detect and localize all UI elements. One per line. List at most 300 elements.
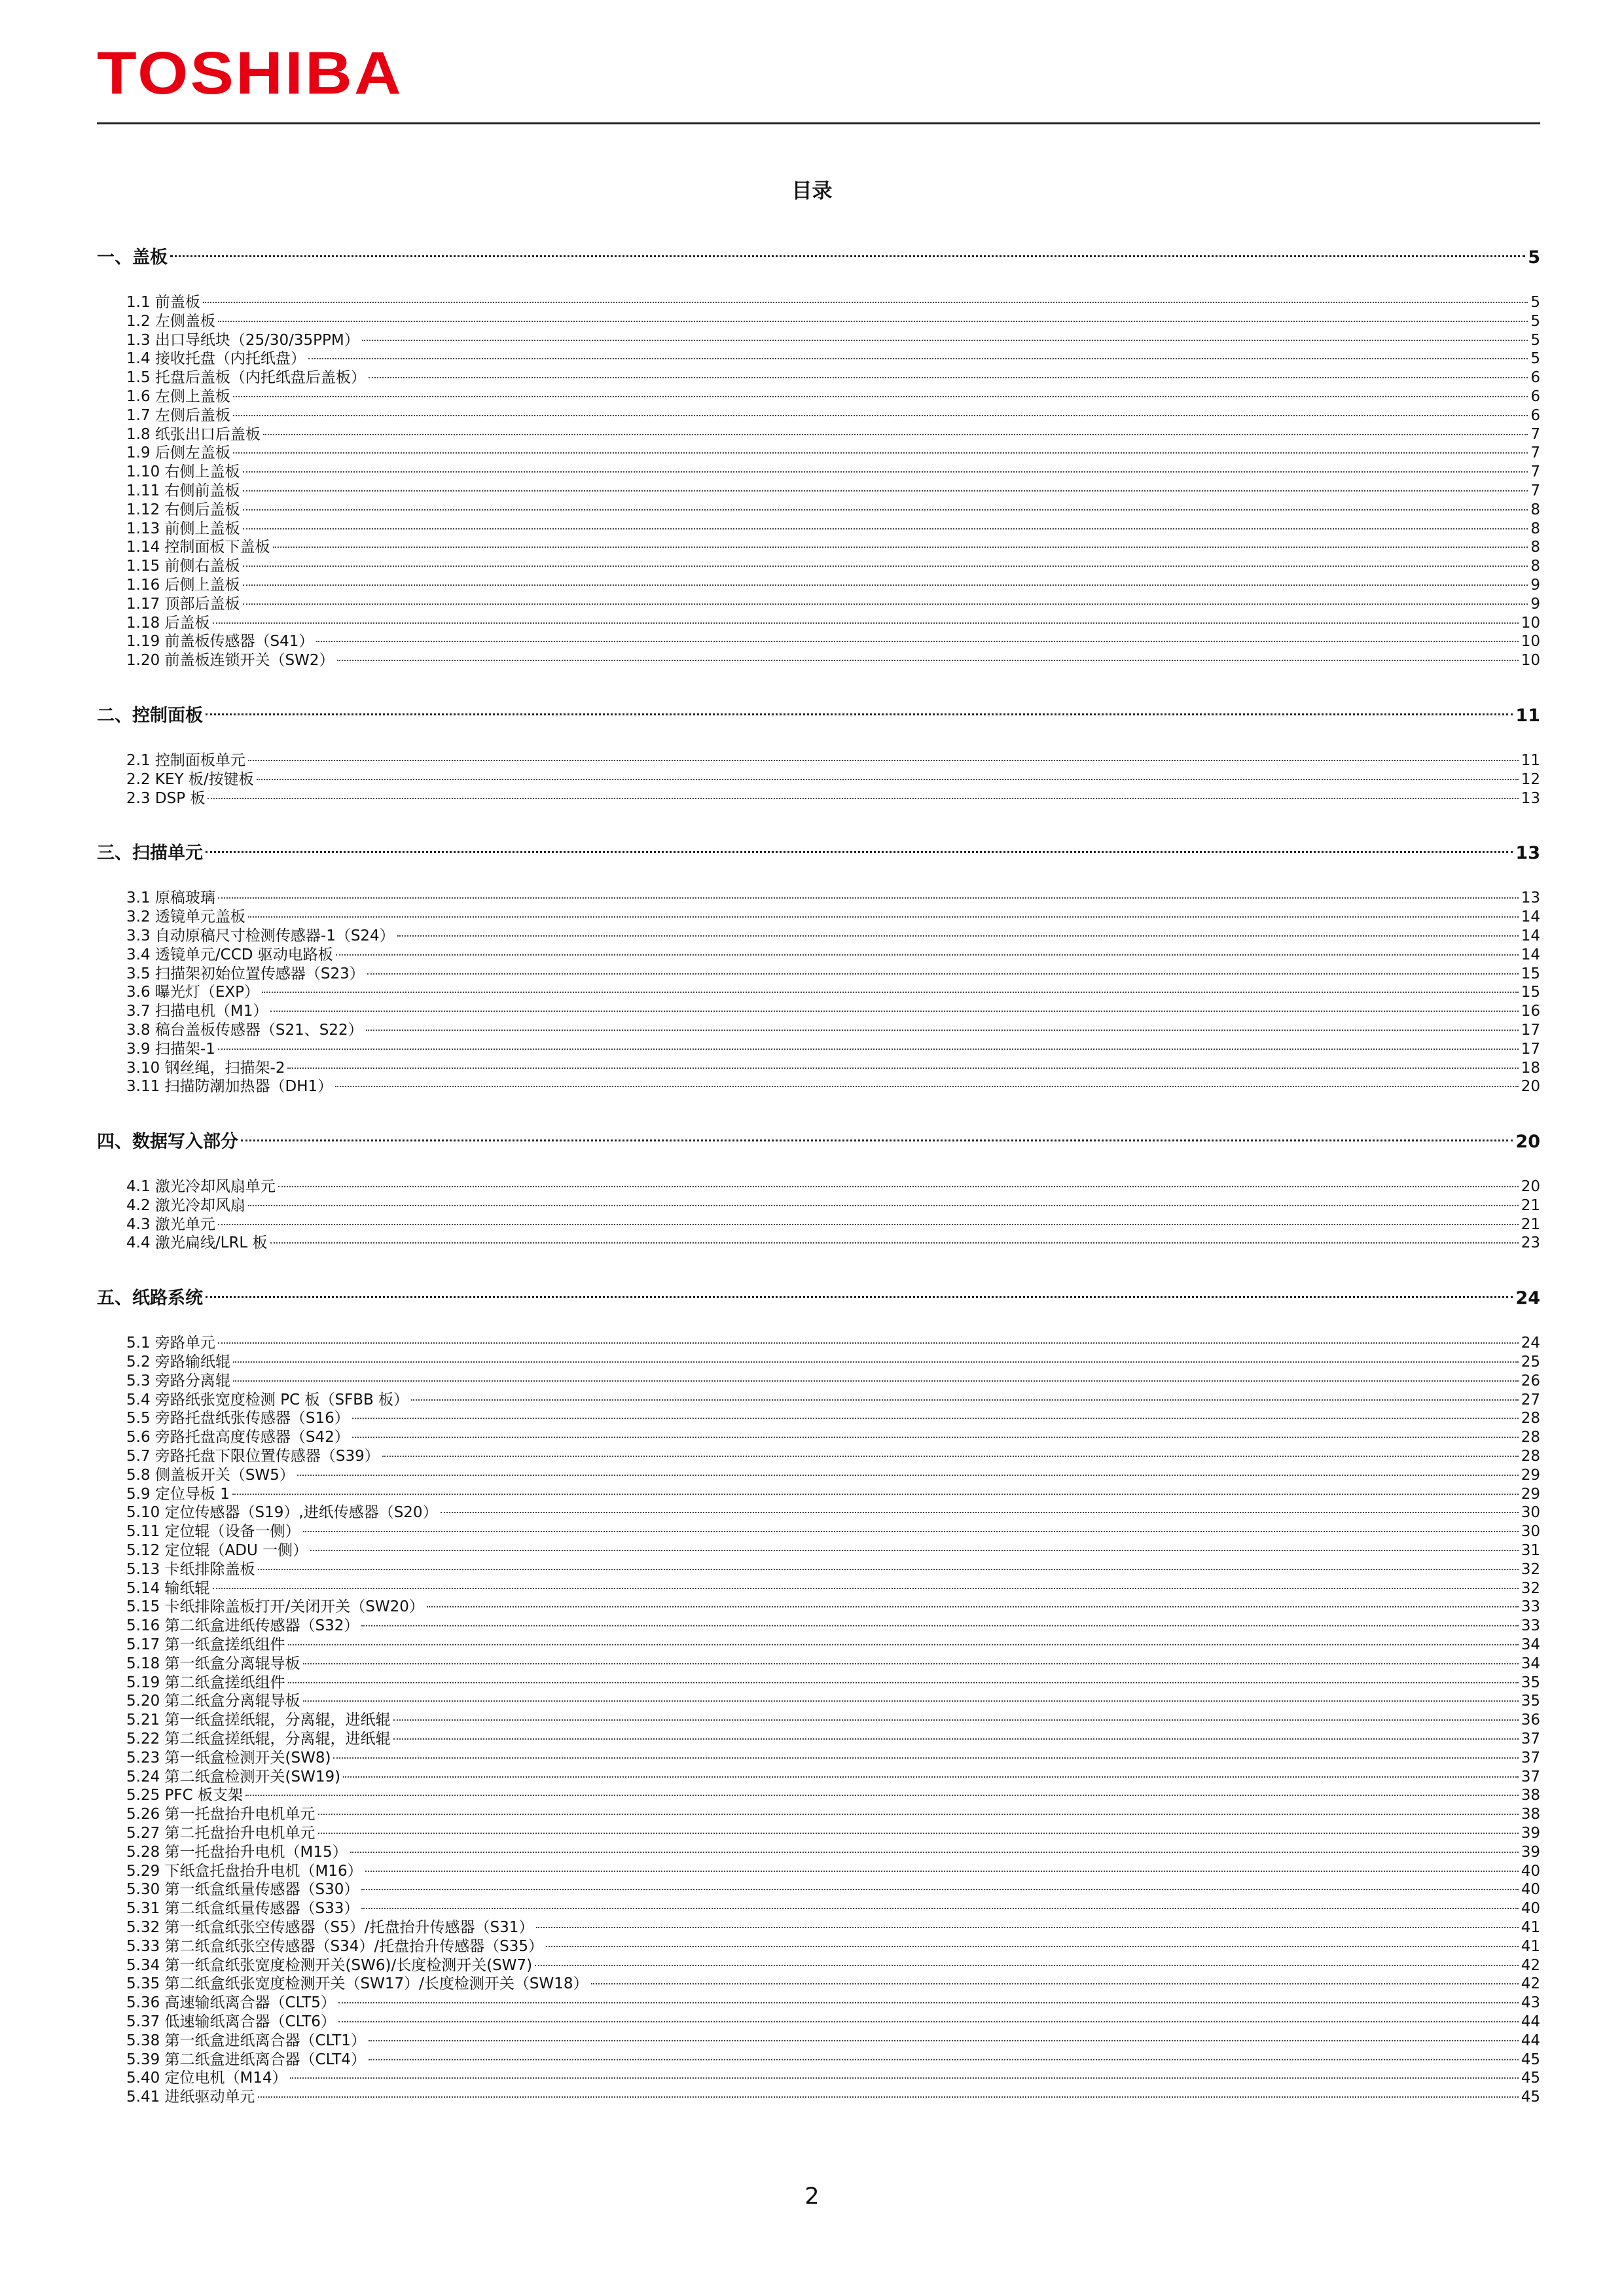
toc-item-page: 8 bbox=[1530, 520, 1540, 537]
toc-item[interactable] bbox=[126, 1196, 1540, 1215]
dot-leader bbox=[441, 1512, 1519, 1513]
dot-leader bbox=[273, 547, 1528, 548]
toc-item[interactable] bbox=[126, 1428, 1540, 1447]
toc-item[interactable] bbox=[126, 1843, 1540, 1862]
dot-leader bbox=[233, 1361, 1519, 1363]
toc-item[interactable] bbox=[126, 1466, 1540, 1485]
toc-item[interactable] bbox=[126, 1334, 1540, 1353]
toc-item[interactable] bbox=[126, 1353, 1540, 1372]
toc-item-page: 34 bbox=[1521, 1655, 1540, 1672]
toc-item[interactable] bbox=[126, 1391, 1540, 1410]
toc-item[interactable] bbox=[126, 1372, 1540, 1391]
dot-leader bbox=[258, 2096, 1519, 2098]
toc-item[interactable] bbox=[126, 2013, 1540, 2032]
dot-leader bbox=[248, 916, 1519, 918]
dot-leader bbox=[336, 954, 1519, 956]
toc-item-page: 8 bbox=[1530, 539, 1540, 556]
toc-item-list bbox=[97, 751, 1540, 808]
toc-item-title: 5.28 第一托盘抬升电机（M15） bbox=[126, 1843, 348, 1861]
toc-item-title: 5.25 PFC 板支架 bbox=[126, 1787, 243, 1804]
toc-section-page: 24 bbox=[1515, 1288, 1540, 1309]
toc-section bbox=[97, 838, 1540, 1126]
toc-item-page: 42 bbox=[1521, 1956, 1540, 1974]
toc-item-title: 5.14 输纸辊 bbox=[126, 1579, 210, 1597]
toc-section-title: 一、盖板 bbox=[97, 247, 168, 268]
toc-section-page: 20 bbox=[1515, 1132, 1540, 1153]
toc-item-title: 5.18 第一纸盒分离辊导板 bbox=[126, 1655, 300, 1672]
toc-item-title: 1.15 前侧右盖板 bbox=[126, 558, 240, 575]
toc-item-page: 14 bbox=[1521, 908, 1540, 926]
toc-item-page: 24 bbox=[1521, 1335, 1540, 1352]
dot-leader bbox=[318, 1814, 1519, 1815]
dot-leader bbox=[262, 992, 1519, 993]
toc-item-page: 6 bbox=[1530, 369, 1540, 387]
toc-item[interactable] bbox=[126, 1692, 1540, 1711]
toc-item-page: 18 bbox=[1521, 1059, 1540, 1077]
header-rule bbox=[97, 122, 1540, 124]
toc-item[interactable] bbox=[126, 595, 1540, 614]
toc-item[interactable] bbox=[126, 2032, 1540, 2051]
dot-leader bbox=[218, 1049, 1519, 1050]
dot-leader bbox=[233, 1380, 1519, 1382]
toshiba-logo: TOSHIBA bbox=[97, 40, 404, 107]
dot-leader bbox=[303, 1531, 1519, 1532]
toc-item-title: 5.26 第一托盘抬升电机单元 bbox=[126, 1806, 316, 1823]
toc-item-page: 39 bbox=[1521, 1825, 1540, 1842]
toc-item-page: 29 bbox=[1521, 1466, 1540, 1484]
toc-item[interactable] bbox=[126, 1215, 1540, 1234]
toc-item[interactable] bbox=[126, 1002, 1540, 1021]
dot-leader bbox=[206, 713, 1513, 715]
toc-item-title: 3.7 扫描电机（M1） bbox=[126, 1003, 268, 1020]
toc-item[interactable] bbox=[126, 965, 1540, 984]
toc-item-title: 5.40 定位电机（M14） bbox=[126, 2070, 287, 2087]
toc-item[interactable] bbox=[126, 312, 1540, 331]
toc-item-title: 5.32 第一纸盒纸张空传感器（S5）/托盘抬升传感器（S31） bbox=[126, 1918, 534, 1936]
toc-item-title: 1.1 前盖板 bbox=[126, 294, 200, 311]
toc-item[interactable] bbox=[126, 406, 1540, 425]
toc-item[interactable] bbox=[126, 557, 1540, 576]
toc-item[interactable] bbox=[126, 1805, 1540, 1824]
toc-item-title: 5.17 第一纸盒搓纸组件 bbox=[126, 1636, 285, 1654]
toc-item-title: 3.9 扫描架-1 bbox=[126, 1040, 215, 1058]
toc-section-heading[interactable] bbox=[97, 838, 1540, 869]
toc-item-page: 25 bbox=[1521, 1354, 1540, 1371]
toc-item[interactable] bbox=[126, 1730, 1540, 1749]
toc-item-title: 1.11 右侧前盖板 bbox=[126, 482, 240, 499]
dot-leader bbox=[366, 1030, 1519, 1031]
toc-item-page: 41 bbox=[1521, 1918, 1540, 1936]
toc-item[interactable] bbox=[126, 927, 1540, 946]
toc-item[interactable] bbox=[126, 2088, 1540, 2107]
dot-leader bbox=[208, 798, 1518, 799]
toc-item-title: 3.3 自动原稿尺寸检测传感器-1（S24） bbox=[126, 927, 395, 944]
dot-leader bbox=[218, 897, 1519, 899]
toc-item-page: 20 bbox=[1521, 1178, 1540, 1196]
toc-item-page: 40 bbox=[1521, 1881, 1540, 1899]
toc-item-page: 13 bbox=[1521, 889, 1540, 907]
toc-item-page: 28 bbox=[1521, 1448, 1540, 1465]
dot-leader bbox=[245, 1795, 1519, 1796]
dot-leader bbox=[170, 255, 1525, 257]
dot-leader bbox=[411, 1399, 1519, 1401]
toc-item-page: 9 bbox=[1530, 576, 1540, 594]
toc-item[interactable] bbox=[126, 2069, 1540, 2088]
dot-leader bbox=[288, 1682, 1519, 1683]
toc-item-title: 5.41 进纸驱动单元 bbox=[126, 2089, 255, 2106]
toc-item-title: 5.16 第二纸盒进纸传感器（S32） bbox=[126, 1617, 359, 1635]
toc-item-title: 4.2 激光冷却风扇 bbox=[126, 1196, 245, 1214]
dot-leader bbox=[335, 1086, 1519, 1087]
toc-section-heading[interactable] bbox=[97, 1126, 1540, 1158]
dot-leader bbox=[243, 471, 1528, 473]
dot-leader bbox=[361, 1889, 1518, 1890]
toc-item[interactable] bbox=[126, 1177, 1540, 1196]
toc-item-title: 3.2 透镜单元盖板 bbox=[126, 908, 245, 926]
toc-item[interactable] bbox=[126, 1059, 1540, 1078]
toc-item[interactable] bbox=[126, 1522, 1540, 1541]
toc-item-page: 10 bbox=[1521, 633, 1540, 651]
dot-leader bbox=[352, 1437, 1519, 1438]
toc-item[interactable] bbox=[126, 576, 1540, 595]
toc-section-page: 13 bbox=[1515, 843, 1540, 864]
toc-item[interactable] bbox=[126, 2051, 1540, 2070]
toc-item-title: 1.9 后侧左盖板 bbox=[126, 444, 230, 462]
toc-item-page: 33 bbox=[1521, 1617, 1540, 1635]
toc-item-title: 5.22 第二纸盒搓纸辊，分离辊，进纸辊 bbox=[126, 1731, 391, 1748]
dot-leader bbox=[303, 1700, 1519, 1702]
toc-item[interactable] bbox=[126, 1711, 1540, 1730]
toc-item-title: 5.33 第二纸盒纸张空传感器（S34）/托盘抬升传感器（S35） bbox=[126, 1937, 544, 1955]
toc-item-page: 30 bbox=[1521, 1504, 1540, 1522]
toc-item[interactable] bbox=[126, 1786, 1540, 1805]
toc-item[interactable] bbox=[126, 1768, 1540, 1787]
dot-leader bbox=[427, 1606, 1519, 1607]
toc-item[interactable] bbox=[126, 1409, 1540, 1428]
toc-item-page: 6 bbox=[1530, 387, 1540, 405]
toc-section bbox=[97, 700, 1540, 838]
toc-section-heading[interactable] bbox=[97, 242, 1540, 274]
dot-leader bbox=[535, 1965, 1519, 1966]
dot-leader bbox=[270, 1011, 1518, 1012]
toc-item-title: 1.10 右侧上盖板 bbox=[126, 463, 240, 481]
toc-item-page: 40 bbox=[1521, 1900, 1540, 1918]
dot-leader bbox=[263, 434, 1528, 435]
toc-section-title: 二、控制面板 bbox=[97, 705, 203, 726]
toc-item[interactable] bbox=[126, 632, 1540, 651]
toc-item-page: 45 bbox=[1521, 2051, 1540, 2068]
toc-item[interactable] bbox=[126, 1485, 1540, 1504]
toc-item-page: 10 bbox=[1521, 614, 1540, 632]
toc-item-title: 2.3 DSP 板 bbox=[126, 789, 206, 807]
dot-leader bbox=[241, 1139, 1513, 1141]
toc-item-title: 5.3 旁路分离辊 bbox=[126, 1372, 230, 1390]
dot-leader bbox=[397, 935, 1519, 937]
toc-item[interactable] bbox=[126, 463, 1540, 482]
dot-leader bbox=[243, 565, 1528, 567]
toc-item-title: 1.6 左侧上盖板 bbox=[126, 387, 230, 405]
dot-leader bbox=[362, 340, 1528, 341]
toc-item[interactable] bbox=[126, 1918, 1540, 1937]
toc-item-title: 3.11 扫描防潮加热器（DH1） bbox=[126, 1078, 333, 1096]
toc-item[interactable] bbox=[126, 1880, 1540, 1899]
toc-item[interactable] bbox=[126, 520, 1540, 539]
toc-item-title: 1.8 纸张出口后盖板 bbox=[126, 425, 261, 443]
toc-item-page: 14 bbox=[1521, 927, 1540, 944]
toc-item[interactable] bbox=[126, 1541, 1540, 1560]
toc-item-page: 36 bbox=[1521, 1712, 1540, 1729]
toc-item-page: 39 bbox=[1521, 1843, 1540, 1861]
toc-item-title: 1.19 前盖板传感器（S41） bbox=[126, 633, 314, 651]
toc-item-title: 3.4 透镜单元/CCD 驱动电路板 bbox=[126, 946, 333, 963]
toc-item[interactable] bbox=[126, 482, 1540, 501]
toc-item-title: 3.8 稿台盖板传感器（S21、S22） bbox=[126, 1021, 363, 1039]
toc-item-page: 5 bbox=[1530, 331, 1540, 349]
dot-leader bbox=[206, 1296, 1513, 1298]
toc-item-title: 4.4 激光扁线/LRL 板 bbox=[126, 1234, 268, 1252]
dot-leader bbox=[338, 2021, 1519, 2022]
toc-item[interactable] bbox=[126, 1021, 1540, 1040]
toc-item[interactable] bbox=[126, 350, 1540, 368]
dot-leader bbox=[318, 1833, 1519, 1834]
toc-item-page: 41 bbox=[1521, 1937, 1540, 1955]
toc-section-title: 五、纸路系统 bbox=[97, 1288, 203, 1309]
toc-item[interactable] bbox=[126, 651, 1540, 670]
toc-item-page: 5 bbox=[1530, 350, 1540, 368]
toc-item-title: 1.2 左侧盖板 bbox=[126, 312, 215, 330]
toc-item[interactable] bbox=[126, 751, 1540, 770]
toc-item-page: 31 bbox=[1521, 1542, 1540, 1560]
toc-item-page: 20 bbox=[1521, 1078, 1540, 1096]
toc-item-title: 5.4 旁路纸张宽度检测 PC 板（SFBB 板） bbox=[126, 1391, 409, 1408]
toc-item-page: 37 bbox=[1521, 1731, 1540, 1748]
toc-item-page: 38 bbox=[1521, 1787, 1540, 1804]
dot-leader bbox=[316, 641, 1518, 642]
toc-item[interactable] bbox=[126, 1077, 1540, 1096]
toc-item-title: 1.20 前盖板连锁开关（SW2） bbox=[126, 652, 334, 670]
toc-item[interactable] bbox=[126, 789, 1540, 808]
toc-item-page: 8 bbox=[1530, 501, 1540, 518]
toc-item-page: 35 bbox=[1521, 1693, 1540, 1710]
table-of-contents bbox=[97, 242, 1540, 2137]
toc-item[interactable] bbox=[126, 538, 1540, 557]
toc-item-page: 21 bbox=[1521, 1196, 1540, 1214]
toc-item[interactable] bbox=[126, 1862, 1540, 1881]
toc-item[interactable] bbox=[126, 614, 1540, 633]
toc-item-title: 1.14 控制面板下盖板 bbox=[126, 539, 270, 556]
toc-item-title: 5.7 旁路托盘下限位置传感器（S39） bbox=[126, 1448, 380, 1465]
dot-leader bbox=[243, 584, 1528, 586]
toc-item-title: 5.34 第一纸盒纸张宽度检测开关(SW6)/长度检测开关(SW7) bbox=[126, 1956, 533, 1974]
toc-item-title: 5.27 第二托盘抬升电机单元 bbox=[126, 1825, 316, 1842]
toc-item[interactable] bbox=[126, 770, 1540, 789]
toc-item-list bbox=[97, 1334, 1540, 2107]
toc-item-title: 2.2 KEY 板/按键板 bbox=[126, 770, 254, 788]
toc-item[interactable] bbox=[126, 444, 1540, 463]
toc-item-page: 38 bbox=[1521, 1806, 1540, 1823]
toc-item[interactable] bbox=[126, 368, 1540, 387]
dot-leader bbox=[218, 1224, 1519, 1225]
toc-item-title: 1.18 后盖板 bbox=[126, 614, 210, 632]
toc-item-title: 5.29 下纸盒托盘抬升电机（M16） bbox=[126, 1862, 363, 1880]
toc-item[interactable] bbox=[126, 331, 1540, 350]
toc-item-title: 5.9 定位导板 1 bbox=[126, 1485, 230, 1503]
dot-leader bbox=[233, 396, 1528, 397]
toc-item-title: 4.3 激光单元 bbox=[126, 1215, 215, 1233]
toc-item[interactable] bbox=[126, 1674, 1540, 1693]
toc-item-page: 6 bbox=[1530, 406, 1540, 424]
dot-leader bbox=[218, 1342, 1519, 1344]
toc-item[interactable] bbox=[126, 387, 1540, 406]
page-title: 目录 bbox=[791, 179, 833, 203]
toc-item[interactable] bbox=[126, 1937, 1540, 1956]
toc-section-page: 11 bbox=[1515, 705, 1540, 726]
dot-leader bbox=[218, 321, 1528, 322]
toc-item[interactable] bbox=[126, 1560, 1540, 1579]
toc-item-title: 3.5 扫描架初始位置传感器（S23） bbox=[126, 965, 365, 982]
dot-leader bbox=[288, 1644, 1519, 1645]
dot-leader bbox=[258, 1569, 1519, 1570]
toc-item-page: 7 bbox=[1530, 444, 1540, 462]
dot-leader bbox=[233, 452, 1528, 454]
dot-leader bbox=[393, 1719, 1519, 1721]
dot-leader bbox=[350, 1852, 1519, 1853]
toc-item[interactable] bbox=[126, 1655, 1540, 1674]
toc-item[interactable] bbox=[126, 1234, 1540, 1253]
toc-section bbox=[97, 1283, 1540, 2137]
toc-item-page: 44 bbox=[1521, 2032, 1540, 2049]
toc-item-title: 5.21 第一纸盒搓纸辊，分离辊，进纸辊 bbox=[126, 1712, 391, 1729]
toc-item-page: 14 bbox=[1521, 946, 1540, 963]
dot-leader bbox=[365, 1871, 1519, 1872]
dot-leader bbox=[278, 1186, 1519, 1187]
toc-item-title: 5.35 第二纸盒纸张宽度检测开关（SW17）/长度检测开关（SW18） bbox=[126, 1975, 588, 1993]
dot-leader bbox=[290, 2077, 1519, 2079]
toc-item-title: 3.10 钢丝绳，扫描架-2 bbox=[126, 1059, 285, 1077]
dot-leader bbox=[206, 851, 1513, 853]
toc-item[interactable] bbox=[126, 1824, 1540, 1843]
toc-item-page: 15 bbox=[1521, 965, 1540, 982]
toc-item[interactable] bbox=[126, 946, 1540, 965]
toc-item[interactable] bbox=[126, 1975, 1540, 1994]
dot-leader bbox=[367, 973, 1519, 975]
toc-item-page: 29 bbox=[1521, 1485, 1540, 1503]
toc-item-page: 44 bbox=[1521, 2013, 1540, 2030]
toc-item-page: 21 bbox=[1521, 1215, 1540, 1233]
toc-item-title: 1.7 左侧后盖板 bbox=[126, 406, 230, 424]
dot-leader bbox=[343, 1776, 1519, 1778]
dot-leader bbox=[270, 1242, 1519, 1244]
dot-leader bbox=[213, 1588, 1519, 1589]
toc-item-page: 15 bbox=[1521, 984, 1540, 1001]
toc-item-page: 23 bbox=[1521, 1234, 1540, 1252]
dot-leader bbox=[369, 2059, 1519, 2060]
toc-item-title: 5.31 第二纸盒纸量传感器（S33） bbox=[126, 1900, 359, 1918]
toc-item-title: 2.1 控制面板单元 bbox=[126, 751, 245, 769]
toc-item-page: 32 bbox=[1521, 1579, 1540, 1597]
dot-leader bbox=[591, 1983, 1519, 1984]
toc-item-title: 1.17 顶部后盖板 bbox=[126, 595, 240, 613]
toc-item-title: 5.30 第一纸盒纸量传感器（S30） bbox=[126, 1881, 359, 1899]
toc-item-page: 5 bbox=[1530, 294, 1540, 311]
toc-item[interactable] bbox=[126, 983, 1540, 1002]
toc-item-page: 28 bbox=[1521, 1429, 1540, 1446]
toc-item[interactable] bbox=[126, 1617, 1540, 1636]
toc-item-page: 40 bbox=[1521, 1862, 1540, 1880]
toc-item[interactable] bbox=[126, 1956, 1540, 1975]
dot-leader bbox=[243, 603, 1528, 605]
toc-item-page: 45 bbox=[1521, 2070, 1540, 2087]
toc-item[interactable] bbox=[126, 293, 1540, 312]
toc-item[interactable] bbox=[126, 889, 1540, 908]
toc-item[interactable] bbox=[126, 1994, 1540, 2013]
dot-leader bbox=[297, 1475, 1519, 1476]
toc-item-title: 1.12 右侧后盖板 bbox=[126, 501, 240, 518]
toc-item-page: 28 bbox=[1521, 1410, 1540, 1427]
toc-item-title: 5.12 定位辊（ADU 一侧） bbox=[126, 1542, 308, 1560]
toc-item-page: 26 bbox=[1521, 1372, 1540, 1390]
toc-item-page: 10 bbox=[1521, 652, 1540, 670]
toc-item[interactable] bbox=[126, 908, 1540, 927]
toc-section-heading[interactable] bbox=[97, 1283, 1540, 1314]
toc-item[interactable] bbox=[126, 425, 1540, 444]
page-number: 2 bbox=[804, 2183, 820, 2210]
toc-item-title: 5.13 卡纸排除盖板 bbox=[126, 1560, 255, 1578]
toc-item-title: 1.13 前侧上盖板 bbox=[126, 520, 240, 537]
toc-item-page: 5 bbox=[1530, 312, 1540, 330]
toc-item[interactable] bbox=[126, 1040, 1540, 1059]
dot-leader bbox=[382, 1456, 1519, 1457]
toc-item-title: 5.2 旁路输纸辊 bbox=[126, 1354, 230, 1371]
toc-item-title: 1.16 后侧上盖板 bbox=[126, 576, 240, 594]
toc-item-page: 17 bbox=[1521, 1021, 1540, 1039]
dot-leader bbox=[248, 760, 1519, 761]
toc-section-heading[interactable] bbox=[97, 700, 1540, 732]
toc-item-page: 27 bbox=[1521, 1391, 1540, 1408]
toc-item[interactable] bbox=[126, 501, 1540, 520]
toc-item[interactable] bbox=[126, 1447, 1540, 1466]
toc-item-title: 5.10 定位传感器（S19）,进纸传感器（S20） bbox=[126, 1504, 438, 1522]
dot-leader bbox=[303, 1663, 1519, 1664]
toc-item-title: 1.3 出口导纸块（25/30/35PPM） bbox=[126, 331, 359, 349]
toc-section-page: 5 bbox=[1528, 247, 1540, 268]
toc-item-page: 12 bbox=[1521, 770, 1540, 788]
dot-leader bbox=[257, 779, 1519, 780]
toc-item[interactable] bbox=[126, 1749, 1540, 1768]
toc-item-title: 5.11 定位辊（设备一侧） bbox=[126, 1523, 300, 1541]
dot-leader bbox=[369, 2040, 1519, 2041]
toc-item-title: 5.6 旁路托盘高度传感器（S42） bbox=[126, 1429, 350, 1446]
dot-leader bbox=[243, 509, 1528, 511]
dot-leader bbox=[333, 1757, 1518, 1759]
toc-item[interactable] bbox=[126, 1579, 1540, 1598]
dot-leader bbox=[338, 2002, 1519, 2003]
toc-section-title: 三、扫描单元 bbox=[97, 843, 203, 864]
toc-item-page: 43 bbox=[1521, 1994, 1540, 2012]
dot-leader bbox=[361, 1908, 1518, 1909]
toc-item[interactable] bbox=[126, 1899, 1540, 1918]
toc-item-title: 5.15 卡纸排除盖板打开/关闭开关（SW20） bbox=[126, 1598, 424, 1616]
toc-item-title: 3.6 曝光灯（EXP） bbox=[126, 984, 260, 1001]
toc-item[interactable] bbox=[126, 1636, 1540, 1655]
dot-leader bbox=[352, 1418, 1519, 1419]
dot-leader bbox=[308, 358, 1528, 359]
dot-leader bbox=[369, 377, 1528, 378]
toc-section-title: 四、数据写入部分 bbox=[97, 1132, 238, 1153]
toc-item-page: 7 bbox=[1530, 425, 1540, 443]
toc-item[interactable] bbox=[126, 1598, 1540, 1617]
toc-item[interactable] bbox=[126, 1503, 1540, 1522]
